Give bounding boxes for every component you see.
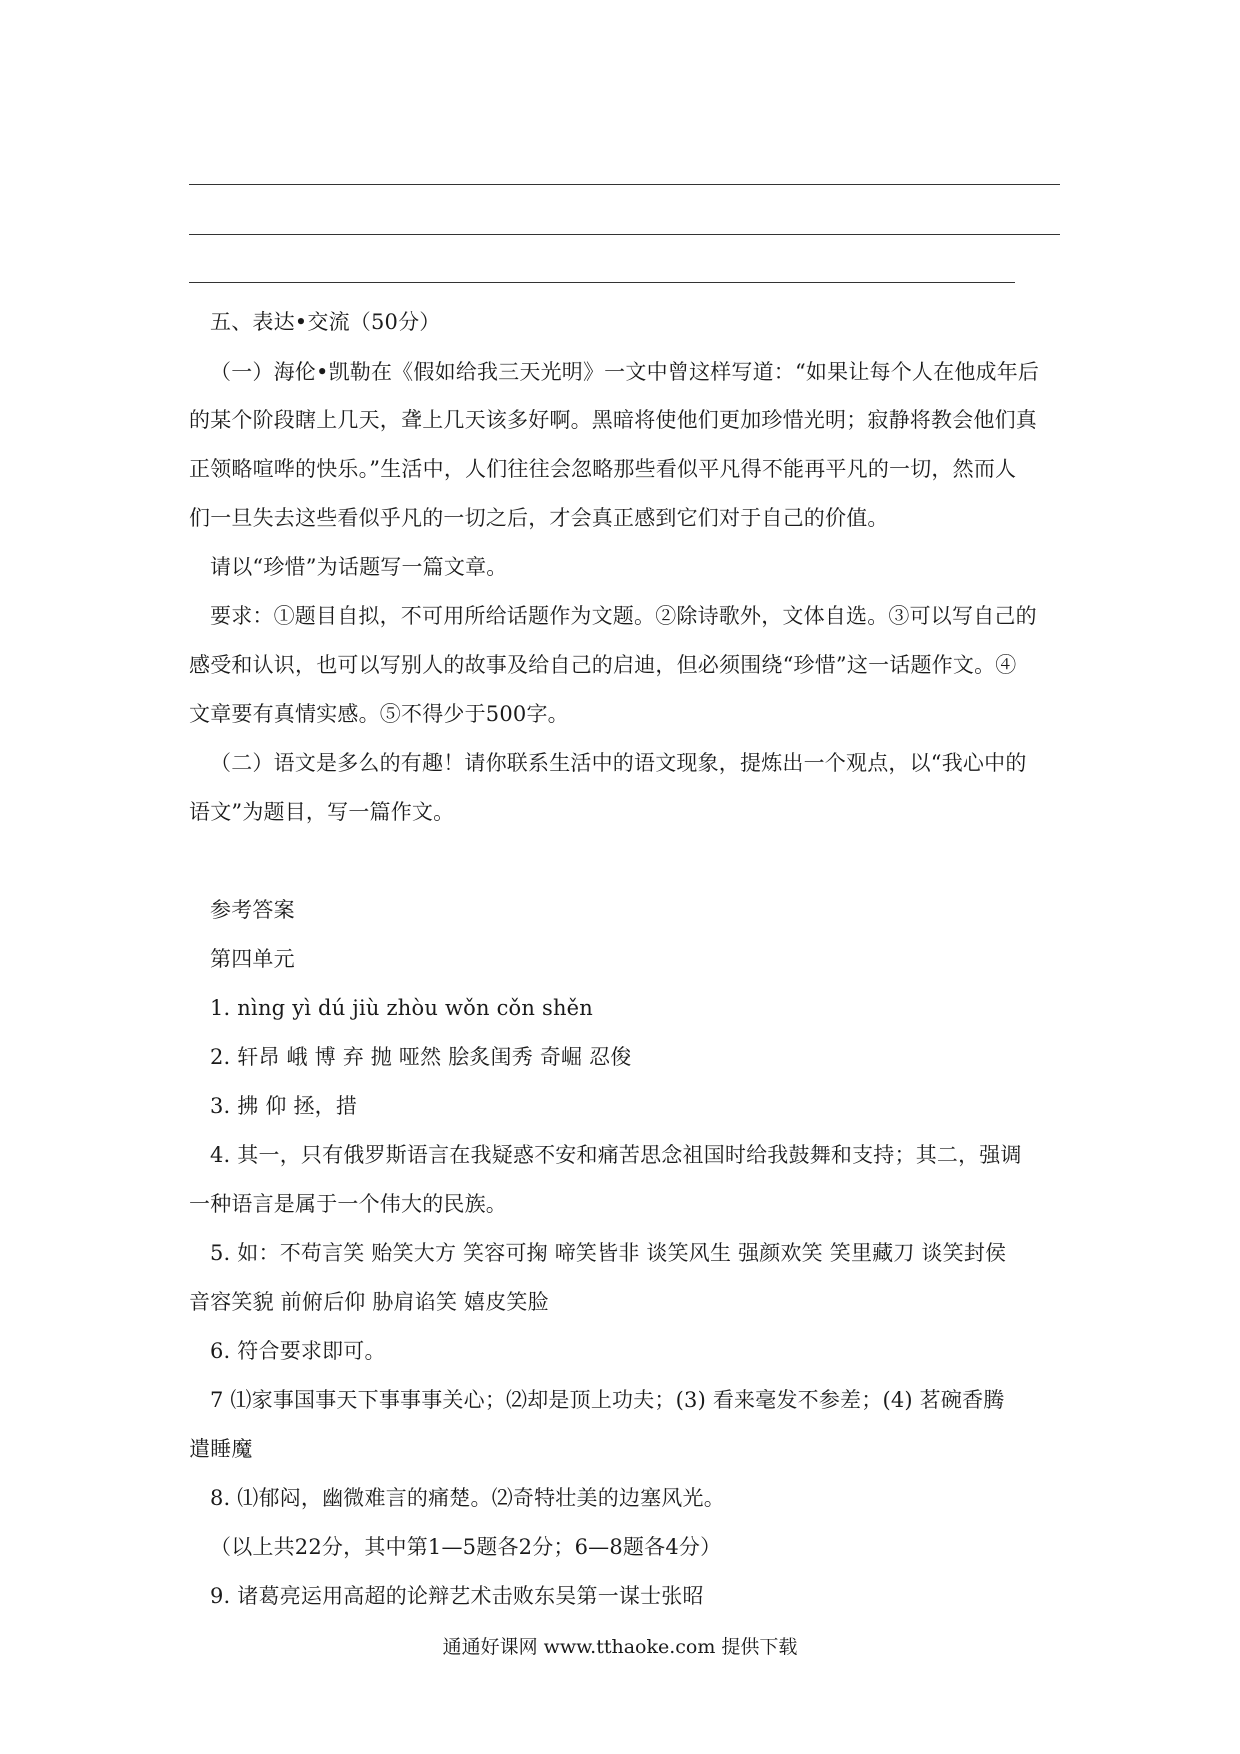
answer-line: 8. ⑴郁闷，幽微难言的痛楚。⑵奇特壮美的边塞风光。 — [210, 1486, 725, 1510]
answer-line: 1. nìng yì dú jiù zhòu wǒn cǒn shěn — [210, 996, 594, 1020]
paragraph-line: 语文”为题目，写一篇作文。 — [189, 800, 455, 824]
paragraph-line: 的某个阶段瞎上几天，聋上几天该多好啊。黑暗将使他们更加珍惜光明；寂静将教会他们真 — [189, 408, 1037, 432]
requirements-line: 文章要有真情实感。⑤不得少于500字。 — [189, 702, 569, 726]
answer-line: 3. 拂 仰 拯，措 — [210, 1094, 358, 1118]
answer-rule-line — [189, 184, 1060, 185]
answers-title: 参考答案 — [210, 898, 295, 922]
requirements-line: 感受和认识，也可以写别人的故事及给自己的启迪，但必须围绕“珍惜”这一话题作文。④ — [189, 653, 1017, 677]
paragraph-line: （二）语文是多么的有趣！请你联系生活中的语文现象，提炼出一个观点，以“我心中的 — [210, 751, 1027, 775]
prompt-line: 请以“珍惜”为话题写一篇文章。 — [210, 555, 508, 579]
requirements-line: 要求：①题目自拟，不可用所给话题作为文题。②除诗歌外，文体自选。③可以写自己的 — [210, 604, 1037, 628]
answer-line: 遣睡魔 — [189, 1437, 253, 1461]
paragraph-line: （一）海伦•凯勒在《假如给我三天光明》一文中曾这样写道：“如果让每个人在他成年后 — [210, 360, 1040, 384]
answer-line: 音容笑貌 前俯后仰 胁肩谄笑 嬉皮笑脸 — [189, 1290, 549, 1314]
paragraph-line: 们一旦失去这些看似乎凡的一切之后，才会真正感到它们对于自己的价值。 — [189, 506, 889, 530]
answer-line: 9. 诸葛亮运用高超的论辩艺术击败东吴第一谋士张昭 — [210, 1584, 704, 1608]
page-footer: 通通好课网 www.tthaoke.com 提供下载 — [442, 1636, 798, 1658]
answer-line: 5. 如：不苟言笑 贻笑大方 笑容可掬 啼笑皆非 谈笑风生 强颜欢笑 笑里藏刀 谈笑封侯 — [210, 1241, 1007, 1265]
answer-line: 7 ⑴家事国事天下事事事关心；⑵却是顶上功夫；(3) 看来毫发不参差；(4) 茗碗香腾 — [210, 1388, 1005, 1412]
answer-rule-line — [189, 234, 1060, 235]
paragraph-line: 正领略喧哗的快乐。”生活中，人们往往会忽略那些看似平凡得不能再平凡的一切，然而人 — [189, 457, 1017, 481]
answer-line: 一种语言是属于一个伟大的民族。 — [189, 1192, 507, 1216]
answer-line: 2. 轩昂 峨 博 弃 抛 哑然 脍炙闺秀 奇崛 忍俊 — [210, 1045, 632, 1069]
answer-line: （以上共22分，其中第1—5题各2分；6—8题各4分） — [210, 1535, 722, 1559]
answer-rule-line — [189, 282, 1015, 283]
section-heading: 五、表达•交流（50分） — [210, 310, 441, 334]
answer-line: 6. 符合要求即可。 — [210, 1339, 386, 1363]
answer-line: 4. 其一，只有俄罗斯语言在我疑惑不安和痛苦思念祖国时给我鼓舞和支持；其二，强调 — [210, 1143, 1022, 1167]
unit-heading: 第四单元 — [210, 947, 295, 971]
